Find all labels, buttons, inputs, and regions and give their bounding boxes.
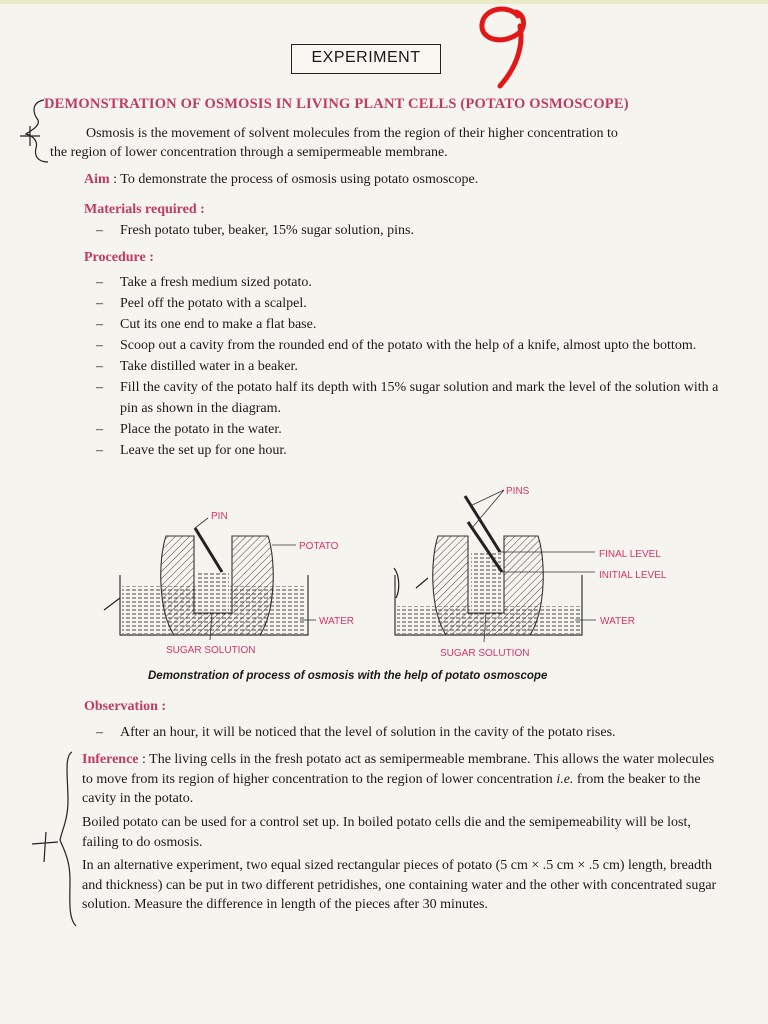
diagram-label-sugar-right: SUGAR SOLUTION bbox=[440, 648, 530, 659]
experiment-label: EXPERIMENT bbox=[311, 49, 421, 66]
left-setup bbox=[104, 511, 354, 656]
diagram-label-water-left: WATER bbox=[319, 616, 354, 627]
alternative-experiment-paragraph: In an alternative experiment, two equal sized rectangular pieces of potato (5 cm × .5 cm × .5 cm) length, breadth and thickness) can be put in two different petridishes, one containing water and the other with concentrated sugar solution. Measure the difference in length of the pieces after 30 minutes. bbox=[82, 858, 717, 912]
observation-colon: : bbox=[161, 699, 167, 714]
observation-label: Observation bbox=[84, 699, 158, 714]
right-setup bbox=[394, 486, 667, 659]
diagram-label-pin: PIN bbox=[211, 511, 228, 522]
aim-section bbox=[84, 170, 724, 189]
inference-section bbox=[82, 750, 718, 809]
list-item: – Fresh potato tuber, beaker, 15% sugar solution, pins. bbox=[96, 220, 414, 241]
intro-line-1: Osmosis is the movement of solvent molecules from the region of their higher concentration to bbox=[86, 126, 618, 141]
list-item: – Place the potato in the water. bbox=[96, 419, 726, 440]
handwritten-number-9 bbox=[470, 2, 540, 92]
inference-text-2: from the beaker to the cavity in the potato. bbox=[82, 771, 701, 806]
inference-text: : The living cells in the fresh potato act as semipermeable membrane. This allows the water molecules to move from its region of higher concentration to the region of lower concentration bbox=[82, 752, 715, 787]
diagram-caption: Demonstration of process of osmosis with the help of potato osmoscope bbox=[148, 670, 548, 682]
procedure-list bbox=[96, 272, 726, 461]
aim-label: Aim bbox=[84, 172, 110, 187]
aim-text: : To demonstrate the process of osmosis using potato osmoscope. bbox=[113, 172, 479, 187]
page-top-edge bbox=[0, 0, 768, 4]
boiled-potato-paragraph: Boiled potato can be used for a control set up. In boiled potato cells die and the semipemeability will be lost, failing to do osmosis. bbox=[82, 815, 691, 850]
margin-brace-mark bbox=[58, 750, 82, 930]
diagram-label-sugar-left: SUGAR SOLUTION bbox=[166, 645, 256, 656]
list-item: – Take a fresh medium sized potato. bbox=[96, 272, 726, 293]
diagram-label-potato: POTATO bbox=[299, 541, 339, 552]
list-item: – Fill the cavity of the potato half its depth with 15% sugar solution and mark the level of the solution with a pin as shown in the diagram. bbox=[96, 377, 726, 419]
diagram-label-initial-level: INITIAL LEVEL bbox=[599, 570, 667, 581]
inference-ie: i.e. bbox=[556, 771, 574, 787]
procedure-colon: : bbox=[149, 250, 154, 265]
page-title: DEMONSTRATION OF OSMOSIS IN LIVING PLANT CELLS (POTATO OSMOSCOPE) bbox=[44, 96, 629, 112]
materials-list bbox=[96, 220, 414, 241]
list-item: – Cut its one end to make a flat base. bbox=[96, 314, 726, 335]
list-item: – Peel off the potato with a scalpel. bbox=[96, 293, 726, 314]
materials-label: Materials required bbox=[84, 202, 197, 217]
materials-heading bbox=[84, 200, 205, 219]
intro-line-2: the region of lower concentration through a semipermeable membrane. bbox=[50, 145, 448, 160]
inference-label: Inference bbox=[82, 752, 139, 767]
list-item: – Leave the set up for one hour. bbox=[96, 440, 726, 461]
list-item: – Scoop out a cavity from the rounded end of the potato with the help of a knife, almost upto the bottom. bbox=[96, 335, 726, 356]
list-item: – After an hour, it will be noticed that the level of solution in the cavity of the potato rises. bbox=[96, 722, 726, 743]
experiment-heading-box bbox=[291, 44, 441, 74]
diagram-label-pins: PINS bbox=[506, 486, 530, 497]
procedure-label: Procedure bbox=[84, 250, 146, 265]
observation-heading bbox=[84, 697, 166, 716]
materials-colon: : bbox=[200, 202, 205, 217]
observation-list bbox=[96, 722, 726, 743]
diagram-label-final-level: FINAL LEVEL bbox=[599, 549, 661, 560]
list-item: – Take distilled water in a beaker. bbox=[96, 356, 726, 377]
osmoscope-diagram bbox=[90, 480, 690, 665]
diagram-label-water-right: WATER bbox=[600, 616, 635, 627]
procedure-heading bbox=[84, 248, 154, 267]
